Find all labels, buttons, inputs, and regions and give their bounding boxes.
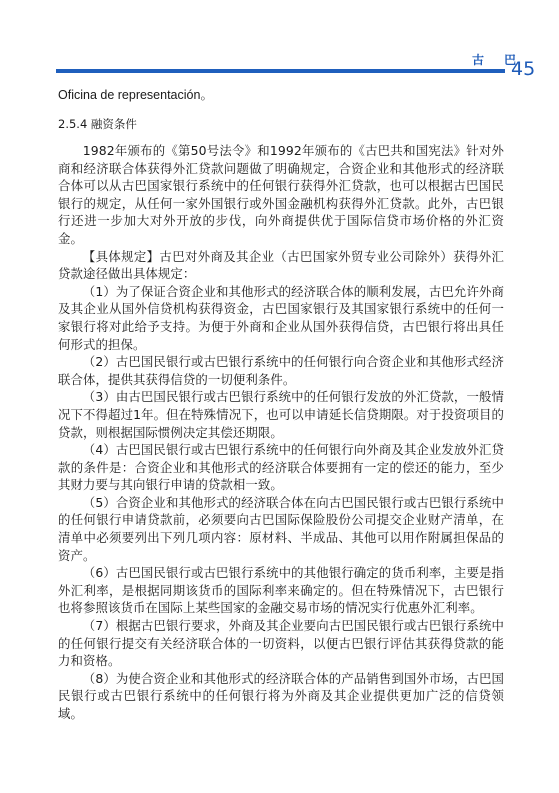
paragraph-item-7: （7）根据古巴银行要求，外商及其企业要向古巴国民银行或古巴银行系统中的任何银行提交有关经济联合体的一切资料，以便古巴银行评估其获得贷款的能力和资格。: [58, 618, 504, 669]
header-rule: [56, 69, 505, 73]
paragraph-item-1: （1）为了保证合资企业和其他形式的经济联合体的顺利发展，古巴允许外商及其企业从国外信贷机构获得资金，古巴国家银行及其国家银行系统中的任何一家银行将对此给予支持。为便于外商和企业从国外获得信贷，古巴银行将出具任何形式的担保。: [58, 283, 504, 352]
paragraph-item-6: （6）古巴国民银行或古巴银行系统中的其他银行确定的货币利率，主要是指外汇利率，是根据同期该货币的国际利率来确定的。但在特殊情况下，古巴银行也将参照该货币在国际上某些国家的金融交易市场的情况实行优惠外汇利率。: [58, 565, 504, 616]
representation-line: Oficina de representación。: [58, 88, 213, 102]
paragraph-item-5: （5）合资企业和其他形式的经济联合体在向古巴国民银行或古巴银行系统中的任何银行申请贷款前，必须要向古巴国际保险股份公司提交企业财产清单，在清单中必须要列出下列几项内容：原材料、半成品、其他可以用作附属担保品的资产。: [58, 494, 504, 563]
paragraph-item-3: （3）由古巴国民银行或古巴银行系统中的任何银行发放的外汇贷款，一般情况下不得超过1年。但在特殊情况下，也可以申请延长信贷期限。对于投资项目的贷款，则根据国际惯例决定其偿还期限。: [58, 389, 504, 440]
section-title: 2.5.4 融资条件: [58, 117, 137, 131]
paragraph-intro: 1982年颁布的《第50号法令》和1992年颁布的《古巴共和国宪法》针对外商和经济联合体获得外汇贷款问题做了明确规定，合资企业和其他形式的经济联合体可以从古巴国家银行系统中的任何银行获得外汇贷款，也可以根据古巴国民银行的规定，从任何一家外国银行或外国金融机构获得外汇贷款。此外，古巴银行还进一步加大对外开放的步伐，向外商提供优于国际信贷市场价格的外汇资金。: [58, 143, 504, 246]
running-header-country: 古 巴: [472, 53, 525, 67]
paragraph-item-4: （4）古巴国民银行或古巴银行系统中的任何银行向外商及其企业发放外汇贷款的条件是：合资企业和其他形式的经济联合体要拥有一定的偿还的能力，至少其财力要与其向银行申请的贷款相一致。: [58, 442, 504, 493]
paragraph-item-8: （8）为使合资企业和其他形式的经济联合体的产品销售到国外市场，古巴国民银行或古巴银行系统中的任何银行将为外商及其企业提供更加广泛的信贷领域。: [58, 670, 504, 721]
paragraph-specific-rules: 【具体规定】古巴对外商及其企业（古巴国家外贸专业公司除外）获得外汇贷款途径做出具体规定：: [58, 248, 504, 282]
page-body: [58, 85, 504, 723]
page-number: 45: [511, 58, 536, 80]
paragraph-item-2: （2）古巴国民银行或古巴银行系统中的任何银行向合资企业和其他形式经济联合体，提供其获得信贷的一切便利条件。: [58, 354, 504, 387]
